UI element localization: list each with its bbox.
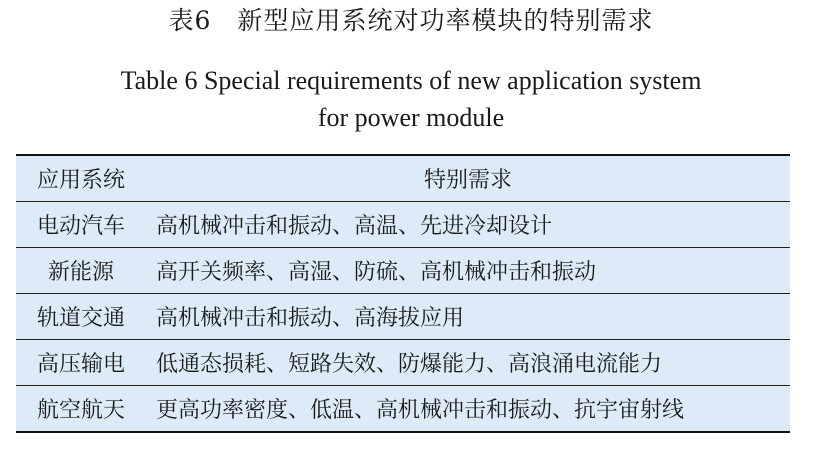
table-row (16, 202, 790, 248)
table-row (16, 294, 790, 340)
cell-requirement: 更高功率密度、低温、高机械冲击和振动、抗宇宙射线 (146, 386, 790, 433)
cell-system: 高压输电 (16, 340, 146, 386)
header-application-system: 应用系统 (16, 155, 146, 202)
table-row (16, 340, 790, 386)
cell-system: 新能源 (16, 248, 146, 294)
cell-requirement: 高机械冲击和振动、高海拔应用 (146, 294, 790, 340)
header-special-requirements: 特别需求 (146, 155, 790, 202)
table-row (16, 248, 790, 294)
table-row (16, 386, 790, 433)
table-caption-english (0, 62, 822, 136)
caption-english-line-1: Table 6 Special requirements of new application system (120, 66, 702, 95)
requirements-table (16, 154, 790, 433)
cell-requirement: 高开关频率、高湿、防硫、高机械冲击和振动 (146, 248, 790, 294)
cell-system: 轨道交通 (16, 294, 146, 340)
table-caption-chinese: 表6 新型应用系统对功率模块的特别需求 (168, 6, 654, 35)
table-header-row (16, 155, 790, 202)
cell-requirement: 低通态损耗、短路失效、防爆能力、高浪涌电流能力 (146, 340, 790, 386)
caption-english-line-2: for power module (317, 103, 505, 132)
cell-system: 电动汽车 (16, 202, 146, 248)
cell-system: 航空航天 (16, 386, 146, 433)
cell-requirement: 高机械冲击和振动、高温、先进冷却设计 (146, 202, 790, 248)
